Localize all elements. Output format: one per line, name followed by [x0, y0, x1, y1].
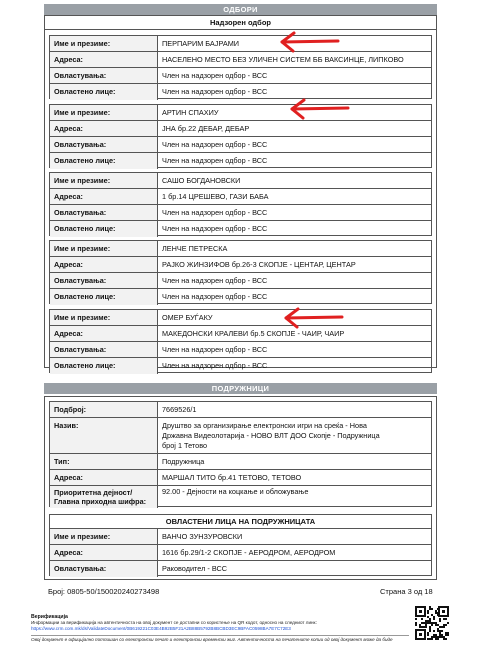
- supervisory-board-frame: [44, 15, 437, 368]
- member-address-label: Адреса:: [50, 257, 158, 272]
- branch-frame: [44, 396, 437, 580]
- branch-name-row: [50, 418, 431, 454]
- verification-title: Верификација: [31, 614, 68, 620]
- document-number: Број: 0805-50/150020240273498: [48, 587, 160, 596]
- member-address-value: РАЈКО ЖИНЗИФОВ бр.26-3 СКОПЈЕ - ЦЕНТАР, ЦЕНТАР: [162, 260, 356, 269]
- member-authorized-label: Овластено лице:: [50, 84, 158, 100]
- member-authorized-value: Член на надзорен одбор - ВСС: [162, 361, 268, 370]
- branch-auth-powers-label: Овластувања:: [50, 561, 158, 577]
- branch-number-value: 7669526/1: [162, 405, 197, 414]
- member-name-row: [50, 173, 431, 189]
- member-name-row: [50, 241, 431, 257]
- boards-banner: ОДБОРИ: [44, 4, 437, 15]
- member-powers-value: Член на надзорен одбор - ВСС: [162, 276, 268, 285]
- verification-link[interactable]: https://www.crm.com.mk/ds/ValidateDocument/0B619221C03E4B92B5F21A2B88B5792B8BCBD3EC9BFAC0598BA7E7C72E3: [31, 626, 291, 631]
- branch-auth-name-value: ВАНЧО ЗУНЗУРОВСКИ: [162, 532, 243, 541]
- member-powers-value: Член на надзорен одбор - ВСС: [162, 345, 268, 354]
- branch-activity-label-line: Приоритетна дејност/: [54, 488, 133, 497]
- board-member-section: [49, 104, 432, 168]
- branch-name-value: [162, 421, 429, 451]
- branch-name-line: број 1 Тетово: [162, 441, 208, 450]
- board-member-section: [49, 240, 432, 304]
- member-name-row: [50, 310, 431, 326]
- member-authorized-value: Член на надзорен одбор - ВСС: [162, 156, 268, 165]
- member-name-value: ЛЕНЧЕ ПЕТРЕСКА: [162, 244, 228, 253]
- member-authorized-row: [50, 153, 431, 169]
- member-powers-label: Овластувања:: [50, 342, 158, 357]
- member-powers-value: Член на надзорен одбор - ВСС: [162, 71, 268, 80]
- member-address-label: Адреса:: [50, 121, 158, 136]
- branch-activity-label-line: Главна приходна шифра:: [54, 497, 147, 506]
- member-authorized-label: Овластено лице:: [50, 358, 158, 374]
- branch-auth-powers-value: Раководител - ВСС: [162, 564, 228, 573]
- member-address-row: [50, 52, 431, 68]
- qr-code-icon: [415, 606, 449, 640]
- red-arrow-icon: [278, 31, 342, 53]
- branch-number-label: Подброј:: [50, 402, 158, 417]
- board-member-section: [49, 172, 432, 236]
- member-authorized-value: Член на надзорен одбор - ВСС: [162, 224, 268, 233]
- supervisory-board-header: Надзорен одбор: [45, 17, 436, 30]
- branch-auth-address-row: [50, 545, 431, 561]
- branch-name-line: Друштво за организирање електронски игри на среќа - Нова: [162, 421, 367, 430]
- member-address-row: [50, 121, 431, 137]
- branch-number-row: [50, 402, 431, 418]
- member-address-row: [50, 189, 431, 205]
- member-powers-value: Член на надзорен одбор - ВСС: [162, 208, 268, 217]
- branch-address-row: [50, 470, 431, 486]
- branch-name-label: Назив:: [50, 418, 158, 453]
- member-name-row: [50, 105, 431, 121]
- member-powers-row: [50, 342, 431, 358]
- member-name-label: Име и презиме:: [50, 241, 158, 256]
- branch-authorized-section: [49, 514, 432, 576]
- branch-address-value: МАРШАЛ ТИТО бр.41 ТЕТОВО, ТЕТОВО: [162, 473, 302, 482]
- member-powers-label: Овластувања:: [50, 68, 158, 83]
- branch-activity-value: 92.00 - Дејности на коцкање и обложување: [162, 487, 309, 496]
- branch-info-section: [49, 401, 432, 507]
- branch-name-line: Државна Видеолотарија - НОВО ВЛТ ДОО Скопје - Подружница: [162, 431, 380, 440]
- member-name-label: Име и презиме:: [50, 36, 158, 51]
- member-address-value: 1 бр.14 ЦРЕШЕВО, ГАЗИ БАБА: [162, 192, 269, 201]
- member-authorized-label: Овластено лице:: [50, 221, 158, 237]
- member-address-label: Адреса:: [50, 52, 158, 67]
- member-address-label: Адреса:: [50, 326, 158, 341]
- branch-auth-name-label: Име и презиме:: [50, 529, 158, 544]
- member-name-label: Име и презиме:: [50, 105, 158, 120]
- member-powers-row: [50, 273, 431, 289]
- member-authorized-row: [50, 358, 431, 374]
- branch-activity-label: [50, 486, 158, 508]
- branch-type-row: [50, 454, 431, 470]
- member-powers-row: [50, 68, 431, 84]
- member-name-value: ОМЕР БУЃАКУ: [162, 313, 213, 322]
- branch-auth-name-row: [50, 529, 431, 545]
- branch-authorized-header: ОВЛАСТЕНИ ЛИЦА НА ПОДРУЖНИЦАТА: [50, 515, 431, 529]
- member-authorized-row: [50, 84, 431, 100]
- branches-banner: ПОДРУЖНИЦИ: [44, 383, 437, 394]
- verification-text: Информации за верификација на автентичноста на овој документ се достапни со користење на QR кодот, односно на следниот линк:: [31, 620, 317, 625]
- member-authorized-row: [50, 221, 431, 237]
- member-powers-label: Овластувања:: [50, 205, 158, 220]
- member-authorized-value: Член на надзорен одбор - ВСС: [162, 292, 268, 301]
- member-address-label: Адреса:: [50, 189, 158, 204]
- red-arrow-icon: [288, 98, 352, 120]
- member-authorized-value: Член на надзорен одбор - ВСС: [162, 87, 268, 96]
- member-address-value: МАКЕДОНСКИ КРАЛЕВИ бр.5 СКОПЈЕ - ЧАИР, ЧАИР: [162, 329, 345, 338]
- branch-type-value: Подружница: [162, 457, 205, 466]
- board-member-section: [49, 35, 432, 99]
- member-address-value: ЈНА бр.22 ДЕБАР, ДЕБАР: [162, 124, 250, 133]
- branch-auth-address-label: Адреса:: [50, 545, 158, 560]
- member-powers-label: Овластувања:: [50, 137, 158, 152]
- page-number: Страна 3 од 18: [380, 587, 433, 596]
- member-powers-row: [50, 205, 431, 221]
- member-powers-value: Член на надзорен одбор - ВСС: [162, 140, 268, 149]
- member-powers-row: [50, 137, 431, 153]
- red-arrow-icon: [282, 307, 346, 329]
- branch-auth-address-value: 1616 бр.29/1-2 СКОПЈЕ - АЕРОДРОМ, АЕРОДРОМ: [162, 548, 336, 557]
- member-name-row: [50, 36, 431, 52]
- board-member-section: [49, 309, 432, 373]
- member-name-value: АРТИН СПАХИУ: [162, 108, 219, 117]
- member-name-label: Име и презиме:: [50, 173, 158, 188]
- verification-block: [31, 614, 409, 643]
- member-authorized-row: [50, 289, 431, 305]
- branch-auth-powers-row: [50, 561, 431, 577]
- member-name-value: ПЕРПАРИМ БАЈРАМИ: [162, 39, 240, 48]
- disclaimer-text: Овој документ е официјално потпишан со електронски печат и електронски временски жиг. Автентичноста на печатените копии од овој документ може да биде: [31, 635, 409, 643]
- member-authorized-label: Овластено лице:: [50, 153, 158, 169]
- branch-address-label: Адреса:: [50, 470, 158, 485]
- member-authorized-label: Овластено лице:: [50, 289, 158, 305]
- member-address-value: НАСЕЛЕНО МЕСТО БЕЗ УЛИЧЕН СИСТЕМ ББ ВАКСИНЦЕ, ЛИПКОВО: [162, 55, 404, 64]
- branch-type-label: Тип:: [50, 454, 158, 469]
- member-name-label: Име и презиме:: [50, 310, 158, 325]
- branch-activity-row: [50, 486, 431, 508]
- member-name-value: САШО БОГДАНОВСКИ: [162, 176, 241, 185]
- member-powers-label: Овластувања:: [50, 273, 158, 288]
- member-address-row: [50, 326, 431, 342]
- member-address-row: [50, 257, 431, 273]
